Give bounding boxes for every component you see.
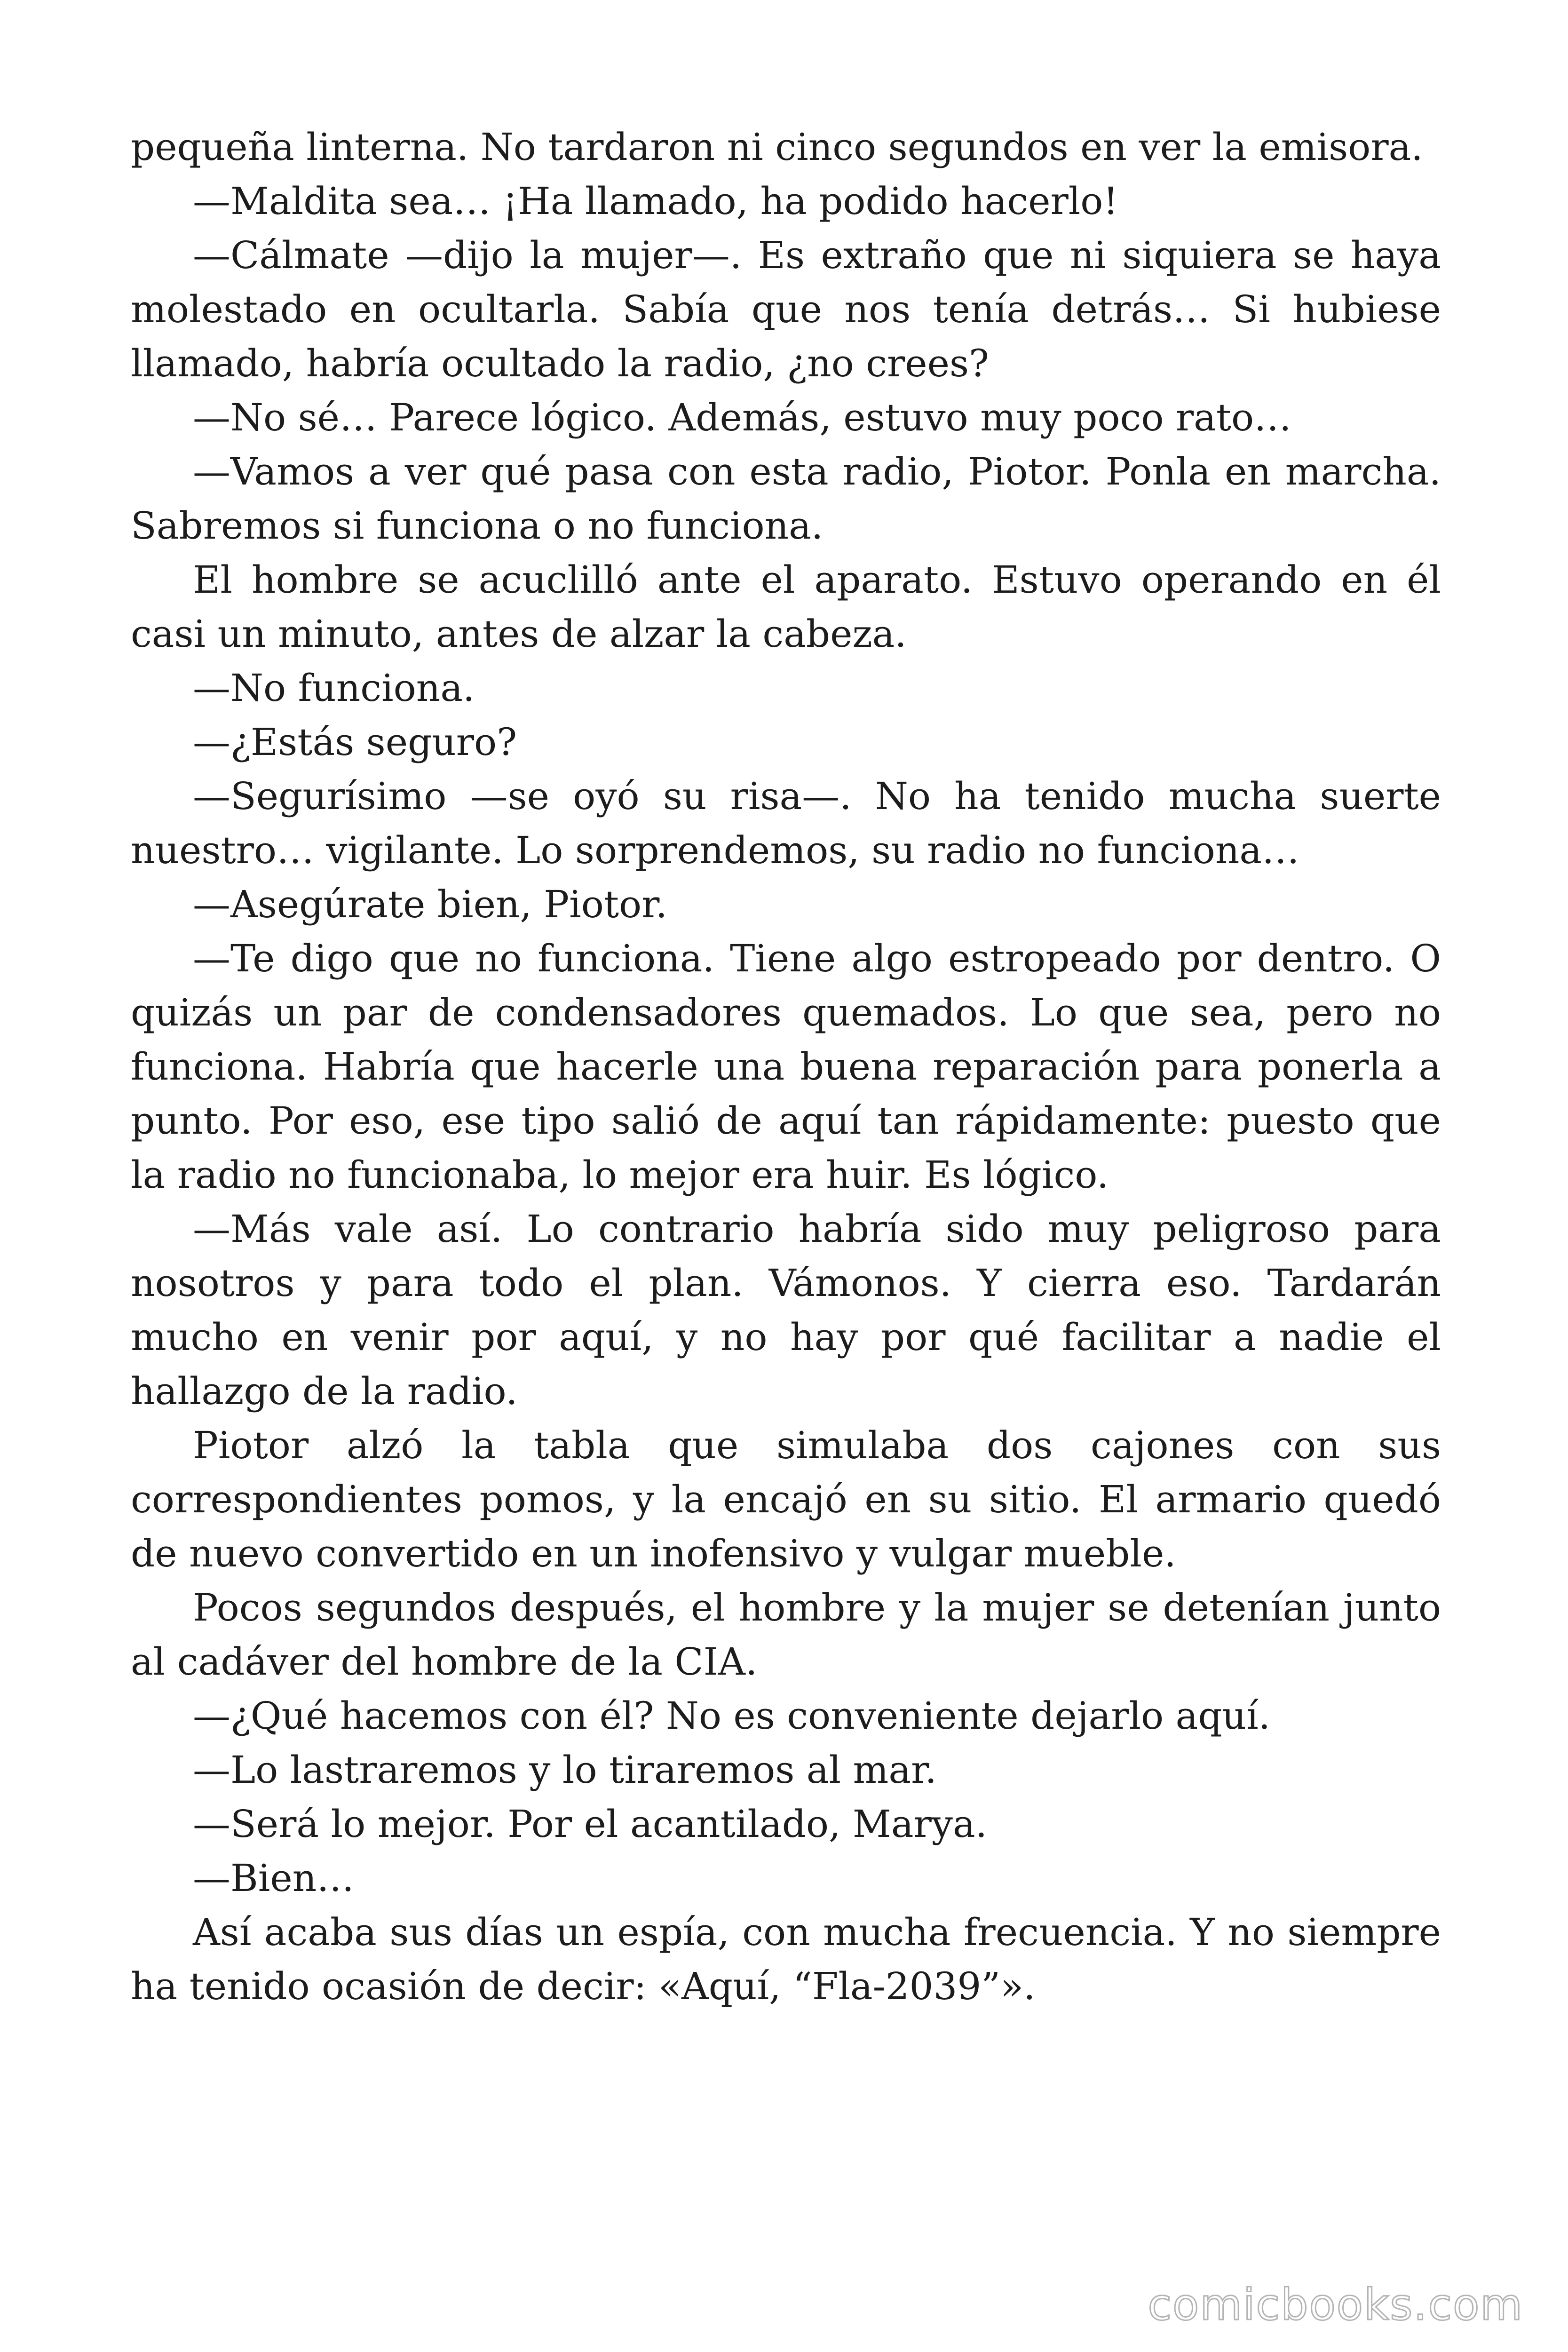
paragraph: —No sé… Parece lógico. Además, estuvo muy poco rato… <box>193 396 1292 439</box>
paragraph: —Segurísimo —se oyó su risa—. No ha tenido mucha suerte nuestro… vigilante. Lo sorprendemos, su radio no funciona… <box>131 774 1441 872</box>
paragraph: —Cálmate —dijo la mujer—. Es extraño que ni siquiera se haya molestado en ocultarla. Sabía que nos tenía detrás… Si hubiese llamado, habría ocultado la radio, ¿no crees? <box>131 233 1441 385</box>
paragraph: —Lo lastraremos y lo tiraremos al mar. <box>193 1748 937 1792</box>
paragraph: El hombre se acuclilló ante el aparato. Estuvo operando en él casi un minuto, antes de alzar la cabeza. <box>131 558 1441 656</box>
paragraph: —Maldita sea… ¡Ha llamado, ha podido hacerlo! <box>193 179 1118 223</box>
paragraph: pequeña linterna. No tardaron ni cinco segundos en ver la emisora. <box>131 125 1423 169</box>
paragraph: —Más vale así. Lo contrario habría sido muy peligroso para nosotros y para todo el plan. Vámonos. Y cierra eso. Tardarán mucho en venir por aquí, y no hay por qué facilitar a nadie el hallazgo de la radio. <box>131 1207 1441 1413</box>
paragraph: —Te digo que no funciona. Tiene algo estropeado por dentro. O quizás un par de condensadores quemados. Lo que sea, pero no funciona. Habría que hacerle una buena reparación para ponerla a punto. Por eso, ese tipo salió de aquí tan rápidamente: puesto que la radio no funcionaba, lo mejor era huir. Es lógico. <box>131 937 1441 1197</box>
paragraph: —Será lo mejor. Por el acantilado, Marya. <box>193 1802 988 1846</box>
paragraph: Pocos segundos después, el hombre y la mujer se detenían junto al cadáver del hombre de la CIA. <box>131 1586 1441 1684</box>
paragraph: Piotor alzó la tabla que simulaba dos cajones con sus correspondientes pomos, y la encajó en su sitio. El armario quedó de nuevo convertido en un inofensivo y vulgar mueble. <box>131 1423 1441 1575</box>
paragraph: —Asegúrate bien, Piotor. <box>193 882 668 926</box>
paragraph: —¿Estás seguro? <box>193 720 517 764</box>
watermark: comicbooks.com <box>1148 2280 1523 2330</box>
paragraph: —Bien… <box>193 1856 355 1900</box>
paragraph: —Vamos a ver qué pasa con esta radio, Piotor. Ponla en marcha. Sabremos si funciona o no funciona. <box>131 450 1441 548</box>
paragraph: —¿Qué hacemos con él? No es conveniente dejarlo aquí. <box>193 1694 1271 1738</box>
paragraph: —No funciona. <box>193 666 475 710</box>
page-body <box>131 120 1441 2013</box>
paragraph: Así acaba sus días un espía, con mucha frecuencia. Y no siempre ha tenido ocasión de decir: «Aquí, “Fla-2039”». <box>131 1910 1441 2008</box>
